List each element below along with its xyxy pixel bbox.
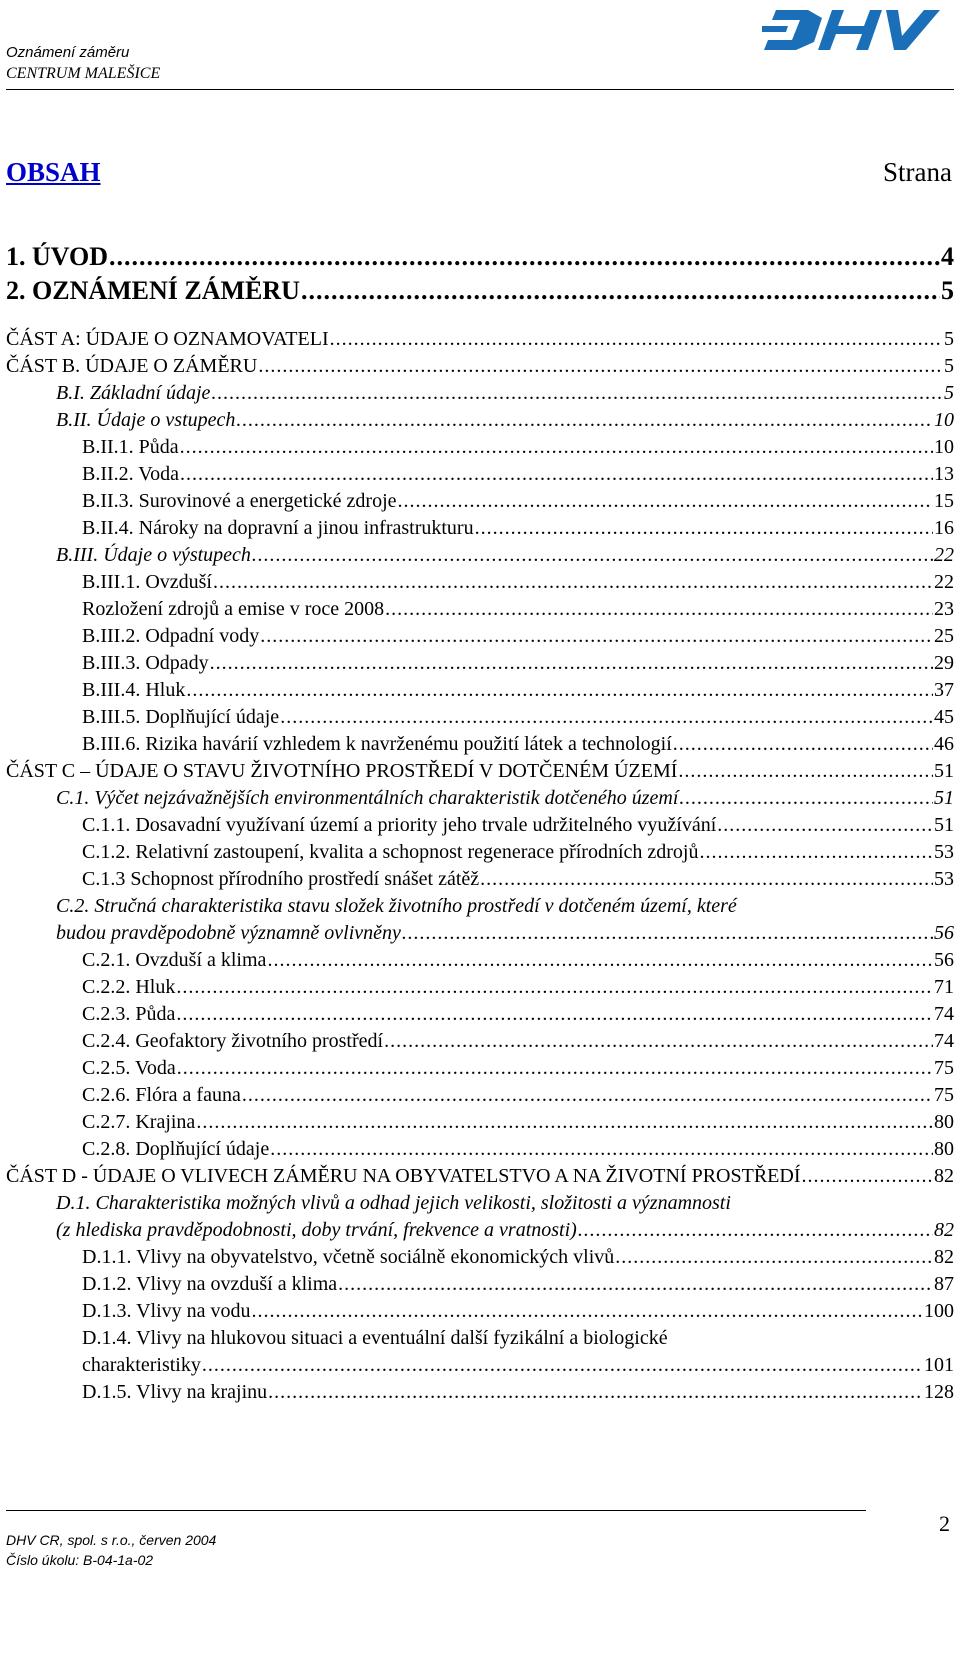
toc-entry-biii2[interactable]: B.III.2. Odpadní vody ..... 25: [6, 623, 954, 650]
header-title: Oznámení záměru: [6, 44, 130, 61]
toc-entry-part-b[interactable]: ČÁST B. ÚDAJE O ZÁMĚRU ..... 5: [6, 353, 954, 380]
toc-entry-part-a[interactable]: ČÁST A: ÚDAJE O OZNAMOVATELI ..... 5: [6, 326, 954, 353]
toc-entry-d15[interactable]: D.1.5. Vlivy na krajinu ..... 128: [6, 1379, 954, 1406]
header-rule: [6, 89, 954, 90]
toc-entry-biii4[interactable]: B.III.4. Hluk ..... 37: [6, 677, 954, 704]
toc-entry-rozlozeni[interactable]: Rozložení zdrojů a emise v roce 2008 ..... 23: [6, 596, 954, 623]
footer-company: DHV CR, spol. s r.o., červen 2004: [6, 1532, 217, 1548]
toc-entry-part-c[interactable]: ČÁST C – ÚDAJE O STAVU ŽIVOTNÍHO PROSTŘEDÍ V DOTČENÉM ÚZEMÍ ..... 51: [6, 758, 954, 785]
toc-title[interactable]: OBSAH: [6, 157, 101, 187]
toc-entry-c22[interactable]: C.2.2. Hluk ..... 71: [6, 974, 954, 1001]
toc-entry-part-d[interactable]: ČÁST D - ÚDAJE O VLIVECH ZÁMĚRU NA OBYVATELSTVO A NA ŽIVOTNÍ PROSTŘEDÍ ..... 82: [6, 1163, 954, 1190]
toc-entry-c21[interactable]: C.2.1. Ovzduší a klima ..... 56: [6, 947, 954, 974]
toc-entry-biii6[interactable]: B.III.6. Rizika havárií vzhledem k navrženému použití látek a technologií ..... 46: [6, 731, 954, 758]
toc-entry-biii[interactable]: B.III. Údaje o výstupech ..... 22: [6, 542, 954, 569]
document-footer: [6, 1530, 216, 1570]
toc-entry-d11[interactable]: D.1.1. Vlivy na obyvatelstvo, včetně sociálně ekonomických vlivů ..... 82: [6, 1244, 954, 1271]
footer-task-number: Číslo úkolu: B-04-1a-02: [6, 1552, 154, 1568]
toc-entry-biii5[interactable]: B.III.5. Doplňující údaje ..... 45: [6, 704, 954, 731]
toc-entry-c13[interactable]: C.1.3 Schopnost přírodního prostředí snášet zátěž ..... 53: [6, 866, 954, 893]
toc-entry-d13[interactable]: D.1.3. Vlivy na vodu ..... 100: [6, 1298, 954, 1325]
footer-rule: [6, 1510, 866, 1511]
header-project: CENTRUM MALEŠICE: [6, 65, 161, 82]
toc-entry-bii[interactable]: B.II. Údaje o vstupech ..... 10: [6, 407, 954, 434]
toc-entry-c28[interactable]: C.2.8. Doplňující údaje ..... 80: [6, 1136, 954, 1163]
toc-entry-c25[interactable]: C.2.5. Voda ..... 75: [6, 1055, 954, 1082]
toc-entry-bii2[interactable]: B.II.2. Voda ..... 13: [6, 461, 954, 488]
toc-entry-biii1[interactable]: B.III.1. Ovzduší ..... 22: [6, 569, 954, 596]
toc-entry-bii3[interactable]: B.II.3. Surovinové a energetické zdroje ..... 15: [6, 488, 954, 515]
toc-entry-biii3[interactable]: B.III.3. Odpady ..... 29: [6, 650, 954, 677]
document-header: [6, 42, 160, 84]
page-column-label: Strana: [883, 157, 952, 187]
toc-entry-c26[interactable]: C.2.6. Flóra a fauna ..... 75: [6, 1082, 954, 1109]
toc-entry-bi[interactable]: B.I. Základní údaje ..... 5: [6, 380, 954, 407]
toc-entry-c2[interactable]: C.2. Stručná charakteristika stavu složek životního prostředí v dotčeném území, které budou pravděpodobně významně ovlivněny ..... 56: [6, 893, 954, 947]
toc-entry-d14[interactable]: D.1.4. Vlivy na hlukovou situaci a eventuální další fyzikální a biologické charakteristiky ..... 101: [6, 1325, 954, 1379]
dhv-logo: [762, 4, 952, 58]
toc-entry-c24[interactable]: C.2.4. Geofaktory životního prostředí ..... 74: [6, 1028, 954, 1055]
toc-entry-d1[interactable]: D.1. Charakteristika možných vlivů a odhad jejich velikosti, složitosti a významnosti (z hlediska pravděpodobnosti, doby trvání, frekvence a vratnosti) ..... 82: [6, 1190, 954, 1244]
toc-entry-bii1[interactable]: B.II.1. Půda ..... 10: [6, 434, 954, 461]
toc-entry-d12[interactable]: D.1.2. Vlivy na ovzduší a klima ..... 87: [6, 1271, 954, 1298]
page-number: 2: [939, 1511, 950, 1536]
toc-entry-uvod[interactable]: 1. ÚVOD ..... 4: [6, 240, 954, 274]
toc-entry-oznameni[interactable]: 2. OZNÁMENÍ ZÁMĚRU ..... 5: [6, 274, 954, 308]
table-of-contents: [6, 240, 954, 1406]
toc-entry-c27[interactable]: C.2.7. Krajina ..... 80: [6, 1109, 954, 1136]
toc-entry-c23[interactable]: C.2.3. Půda ..... 74: [6, 1001, 954, 1028]
toc-entry-c1[interactable]: C.1. Výčet nejzávažnějších environmentálních charakteristik dotčeného území ..... 51: [6, 785, 954, 812]
toc-entry-c11[interactable]: C.1.1. Dosavadní využívaní území a priority jeho trvale udržitelného využívání ..... 51: [6, 812, 954, 839]
toc-entry-bii4[interactable]: B.II.4. Nároky na dopravní a jinou infrastrukturu ..... 16: [6, 515, 954, 542]
toc-entry-c12[interactable]: C.1.2. Relativní zastoupení, kvalita a schopnost regenerace přírodních zdrojů ..... 53: [6, 839, 954, 866]
